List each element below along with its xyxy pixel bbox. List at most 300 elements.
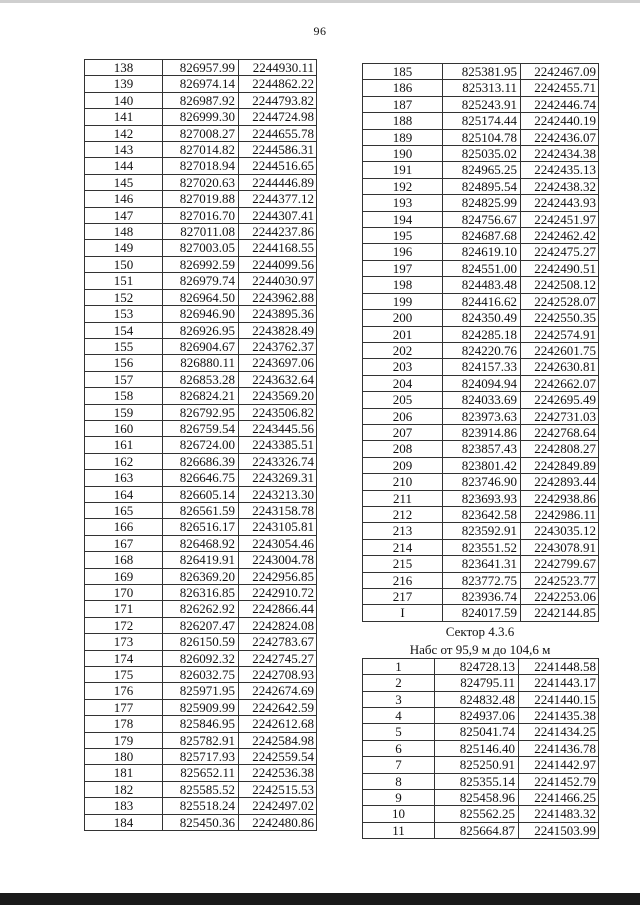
point-number-cell: 189 bbox=[363, 129, 443, 145]
y-coordinate-cell: 2244862.22 bbox=[239, 76, 317, 92]
x-coordinate-cell: 825971.95 bbox=[163, 683, 239, 699]
table-row bbox=[85, 798, 317, 814]
x-coordinate-cell: 827019.88 bbox=[163, 191, 239, 207]
y-coordinate-cell: 2243762.37 bbox=[239, 338, 317, 354]
x-coordinate-cell: 824937.06 bbox=[435, 708, 519, 724]
table-row bbox=[363, 228, 599, 244]
x-coordinate-cell: 826419.91 bbox=[163, 552, 239, 568]
x-coordinate-cell: 826926.95 bbox=[163, 322, 239, 338]
y-coordinate-cell: 2242938.86 bbox=[521, 490, 599, 506]
y-coordinate-cell: 2243506.82 bbox=[239, 404, 317, 420]
y-coordinate-cell: 2243004.78 bbox=[239, 552, 317, 568]
table-row bbox=[363, 195, 599, 211]
table-row bbox=[363, 96, 599, 112]
y-coordinate-cell: 2244237.86 bbox=[239, 224, 317, 240]
table-row bbox=[363, 539, 599, 555]
x-coordinate-cell: 823936.74 bbox=[443, 589, 521, 605]
point-number-cell: 9 bbox=[363, 790, 435, 806]
x-coordinate-cell: 824619.10 bbox=[443, 244, 521, 260]
point-number-cell: 200 bbox=[363, 310, 443, 326]
y-coordinate-cell: 2241435.38 bbox=[519, 708, 599, 724]
table-row bbox=[85, 109, 317, 125]
table-row bbox=[85, 667, 317, 683]
table-row bbox=[85, 60, 317, 76]
point-number-cell: 183 bbox=[85, 798, 163, 814]
scan-edge-top bbox=[0, 0, 640, 3]
point-number-cell: 188 bbox=[363, 113, 443, 129]
x-coordinate-cell: 827003.05 bbox=[163, 240, 239, 256]
left-coordinates-table bbox=[84, 59, 317, 831]
table-row bbox=[85, 568, 317, 584]
point-number-cell: 160 bbox=[85, 420, 163, 436]
y-coordinate-cell: 2242451.97 bbox=[521, 211, 599, 227]
table-row bbox=[85, 125, 317, 141]
x-coordinate-cell: 823551.52 bbox=[443, 539, 521, 555]
table-row bbox=[363, 441, 599, 457]
point-number-cell: 210 bbox=[363, 474, 443, 490]
table-row bbox=[85, 765, 317, 781]
table-row bbox=[363, 506, 599, 522]
point-number-cell: 165 bbox=[85, 502, 163, 518]
y-coordinate-cell: 2242475.27 bbox=[521, 244, 599, 260]
y-coordinate-cell: 2242144.85 bbox=[521, 605, 599, 621]
x-coordinate-cell: 826946.90 bbox=[163, 306, 239, 322]
y-coordinate-cell: 2242528.07 bbox=[521, 293, 599, 309]
y-coordinate-cell: 2242849.89 bbox=[521, 457, 599, 473]
y-coordinate-cell: 2242440.19 bbox=[521, 113, 599, 129]
y-coordinate-cell: 2242893.44 bbox=[521, 474, 599, 490]
x-coordinate-cell: 826904.67 bbox=[163, 338, 239, 354]
y-coordinate-cell: 2241440.15 bbox=[519, 691, 599, 707]
table-row bbox=[85, 601, 317, 617]
table-row bbox=[85, 240, 317, 256]
x-coordinate-cell: 825035.02 bbox=[443, 146, 521, 162]
table-row bbox=[85, 174, 317, 190]
x-coordinate-cell: 825313.11 bbox=[443, 80, 521, 96]
table-row bbox=[85, 683, 317, 699]
y-coordinate-cell: 2244930.11 bbox=[239, 60, 317, 76]
point-number-cell: 4 bbox=[363, 708, 435, 724]
table-row bbox=[85, 224, 317, 240]
x-coordinate-cell: 825174.44 bbox=[443, 113, 521, 129]
point-number-cell: 159 bbox=[85, 404, 163, 420]
x-coordinate-cell: 826207.47 bbox=[163, 617, 239, 633]
point-number-cell: 211 bbox=[363, 490, 443, 506]
left-coordinates-column bbox=[84, 59, 316, 831]
table-row bbox=[85, 650, 317, 666]
table-row bbox=[85, 814, 317, 830]
x-coordinate-cell: 827018.94 bbox=[163, 158, 239, 174]
x-coordinate-cell: 826369.20 bbox=[163, 568, 239, 584]
point-number-cell: 191 bbox=[363, 162, 443, 178]
y-coordinate-cell: 2244377.12 bbox=[239, 191, 317, 207]
y-coordinate-cell: 2242253.06 bbox=[521, 589, 599, 605]
point-number-cell: 167 bbox=[85, 535, 163, 551]
point-number-cell: 193 bbox=[363, 195, 443, 211]
y-coordinate-cell: 2243569.20 bbox=[239, 388, 317, 404]
x-coordinate-cell: 826316.85 bbox=[163, 585, 239, 601]
x-coordinate-cell: 825652.11 bbox=[163, 765, 239, 781]
y-coordinate-cell: 2241436.78 bbox=[519, 740, 599, 756]
x-coordinate-cell: 826516.17 bbox=[163, 519, 239, 535]
point-number-cell: 208 bbox=[363, 441, 443, 457]
point-number-cell: 168 bbox=[85, 552, 163, 568]
y-coordinate-cell: 2244030.97 bbox=[239, 273, 317, 289]
x-coordinate-cell: 826092.32 bbox=[163, 650, 239, 666]
point-number-cell: 163 bbox=[85, 470, 163, 486]
table-row bbox=[85, 486, 317, 502]
point-number-cell: 201 bbox=[363, 326, 443, 342]
table-row bbox=[85, 519, 317, 535]
point-number-cell: 171 bbox=[85, 601, 163, 617]
y-coordinate-cell: 2242799.67 bbox=[521, 556, 599, 572]
point-number-cell: 217 bbox=[363, 589, 443, 605]
table-row bbox=[363, 408, 599, 424]
point-number-cell: 187 bbox=[363, 96, 443, 112]
y-coordinate-cell: 2242467.09 bbox=[521, 64, 599, 80]
point-number-cell: 170 bbox=[85, 585, 163, 601]
point-number-cell: 180 bbox=[85, 749, 163, 765]
table-row bbox=[85, 256, 317, 272]
point-number-cell: 175 bbox=[85, 667, 163, 683]
y-coordinate-cell: 2241448.58 bbox=[519, 658, 599, 674]
y-coordinate-cell: 2242783.67 bbox=[239, 634, 317, 650]
table-row bbox=[85, 470, 317, 486]
y-coordinate-cell: 2242584.98 bbox=[239, 732, 317, 748]
table-row bbox=[363, 375, 599, 391]
table-row bbox=[363, 708, 599, 724]
table-row bbox=[363, 178, 599, 194]
point-number-cell: 181 bbox=[85, 765, 163, 781]
table-row bbox=[85, 749, 317, 765]
table-row bbox=[363, 790, 599, 806]
point-number-cell: 184 bbox=[85, 814, 163, 830]
table-row bbox=[363, 310, 599, 326]
point-number-cell: 204 bbox=[363, 375, 443, 391]
point-number-cell: 138 bbox=[85, 60, 163, 76]
table-row bbox=[363, 556, 599, 572]
y-coordinate-cell: 2243054.46 bbox=[239, 535, 317, 551]
point-number-cell: 206 bbox=[363, 408, 443, 424]
point-number-cell: 169 bbox=[85, 568, 163, 584]
x-coordinate-cell: 826032.75 bbox=[163, 667, 239, 683]
x-coordinate-cell: 827008.27 bbox=[163, 125, 239, 141]
table-row bbox=[363, 490, 599, 506]
table-row bbox=[363, 260, 599, 276]
y-coordinate-cell: 2242436.07 bbox=[521, 129, 599, 145]
x-coordinate-cell: 825909.99 bbox=[163, 699, 239, 715]
table-row bbox=[363, 342, 599, 358]
y-coordinate-cell: 2243035.12 bbox=[521, 523, 599, 539]
x-coordinate-cell: 824965.25 bbox=[443, 162, 521, 178]
y-coordinate-cell: 2242462.42 bbox=[521, 228, 599, 244]
x-coordinate-cell: 823746.90 bbox=[443, 474, 521, 490]
x-coordinate-cell: 824483.48 bbox=[443, 277, 521, 293]
y-coordinate-cell: 2242550.35 bbox=[521, 310, 599, 326]
point-number-cell: I bbox=[363, 605, 443, 621]
table-row bbox=[363, 211, 599, 227]
point-number-cell: 202 bbox=[363, 342, 443, 358]
point-number-cell: 144 bbox=[85, 158, 163, 174]
x-coordinate-cell: 826646.75 bbox=[163, 470, 239, 486]
x-coordinate-cell: 826999.30 bbox=[163, 109, 239, 125]
x-coordinate-cell: 823641.31 bbox=[443, 556, 521, 572]
point-number-cell: 149 bbox=[85, 240, 163, 256]
x-coordinate-cell: 825243.91 bbox=[443, 96, 521, 112]
x-coordinate-cell: 825250.91 bbox=[435, 757, 519, 773]
point-number-cell: 190 bbox=[363, 146, 443, 162]
y-coordinate-cell: 2242490.51 bbox=[521, 260, 599, 276]
point-number-cell: 192 bbox=[363, 178, 443, 194]
x-coordinate-cell: 826759.54 bbox=[163, 420, 239, 436]
table-row bbox=[85, 699, 317, 715]
table-row bbox=[85, 437, 317, 453]
x-coordinate-cell: 826853.28 bbox=[163, 371, 239, 387]
table-row bbox=[85, 142, 317, 158]
point-number-cell: 5 bbox=[363, 724, 435, 740]
table-row bbox=[363, 359, 599, 375]
point-number-cell: 179 bbox=[85, 732, 163, 748]
table-row bbox=[363, 326, 599, 342]
right-coordinates-column bbox=[362, 63, 598, 839]
point-number-cell: 197 bbox=[363, 260, 443, 276]
y-coordinate-cell: 2242434.38 bbox=[521, 146, 599, 162]
x-coordinate-cell: 827016.70 bbox=[163, 207, 239, 223]
y-coordinate-cell: 2243445.56 bbox=[239, 420, 317, 436]
page-number: 96 bbox=[313, 24, 327, 38]
y-coordinate-cell: 2242508.12 bbox=[521, 277, 599, 293]
x-coordinate-cell: 824094.94 bbox=[443, 375, 521, 391]
point-number-cell: 10 bbox=[363, 806, 435, 822]
x-coordinate-cell: 826987.92 bbox=[163, 92, 239, 108]
x-coordinate-cell: 825041.74 bbox=[435, 724, 519, 740]
y-coordinate-cell: 2241466.25 bbox=[519, 790, 599, 806]
x-coordinate-cell: 824017.59 bbox=[443, 605, 521, 621]
point-number-cell: 3 bbox=[363, 691, 435, 707]
point-number-cell: 182 bbox=[85, 781, 163, 797]
y-coordinate-cell: 2242986.11 bbox=[521, 506, 599, 522]
point-number-cell: 214 bbox=[363, 539, 443, 555]
y-coordinate-cell: 2242768.64 bbox=[521, 424, 599, 440]
table-row bbox=[85, 158, 317, 174]
point-number-cell: 164 bbox=[85, 486, 163, 502]
table-row bbox=[363, 691, 599, 707]
x-coordinate-cell: 825146.40 bbox=[435, 740, 519, 756]
y-coordinate-cell: 2242612.68 bbox=[239, 716, 317, 732]
x-coordinate-cell: 825450.36 bbox=[163, 814, 239, 830]
point-number-cell: 7 bbox=[363, 757, 435, 773]
x-coordinate-cell: 824033.69 bbox=[443, 392, 521, 408]
x-coordinate-cell: 824795.11 bbox=[435, 675, 519, 691]
x-coordinate-cell: 826979.74 bbox=[163, 273, 239, 289]
scan-edge-bottom bbox=[0, 893, 640, 905]
table-row bbox=[363, 64, 599, 80]
table-row bbox=[85, 404, 317, 420]
point-number-cell: 198 bbox=[363, 277, 443, 293]
table-row bbox=[363, 822, 599, 838]
point-number-cell: 143 bbox=[85, 142, 163, 158]
y-coordinate-cell: 2242956.85 bbox=[239, 568, 317, 584]
table-row bbox=[85, 207, 317, 223]
x-coordinate-cell: 826468.92 bbox=[163, 535, 239, 551]
table-row bbox=[85, 306, 317, 322]
table-row bbox=[363, 457, 599, 473]
point-number-cell: 158 bbox=[85, 388, 163, 404]
y-coordinate-cell: 2242910.72 bbox=[239, 585, 317, 601]
x-coordinate-cell: 823801.42 bbox=[443, 457, 521, 473]
point-number-cell: 203 bbox=[363, 359, 443, 375]
table-row bbox=[363, 523, 599, 539]
point-number-cell: 176 bbox=[85, 683, 163, 699]
y-coordinate-cell: 2242731.03 bbox=[521, 408, 599, 424]
point-number-cell: 194 bbox=[363, 211, 443, 227]
x-coordinate-cell: 825518.24 bbox=[163, 798, 239, 814]
right-coordinates-table bbox=[362, 63, 599, 622]
point-number-cell: 141 bbox=[85, 109, 163, 125]
y-coordinate-cell: 2242443.93 bbox=[521, 195, 599, 211]
x-coordinate-cell: 826792.95 bbox=[163, 404, 239, 420]
x-coordinate-cell: 823693.93 bbox=[443, 490, 521, 506]
point-number-cell: 146 bbox=[85, 191, 163, 207]
x-coordinate-cell: 825717.93 bbox=[163, 749, 239, 765]
y-coordinate-cell: 2242642.59 bbox=[239, 699, 317, 715]
table-row bbox=[363, 474, 599, 490]
x-coordinate-cell: 826824.21 bbox=[163, 388, 239, 404]
table-row bbox=[363, 392, 599, 408]
point-number-cell: 140 bbox=[85, 92, 163, 108]
table-row bbox=[85, 585, 317, 601]
point-number-cell: 6 bbox=[363, 740, 435, 756]
y-coordinate-cell: 2242601.75 bbox=[521, 342, 599, 358]
y-coordinate-cell: 2242536.38 bbox=[239, 765, 317, 781]
y-coordinate-cell: 2244099.56 bbox=[239, 256, 317, 272]
point-number-cell: 212 bbox=[363, 506, 443, 522]
y-coordinate-cell: 2242515.53 bbox=[239, 781, 317, 797]
y-coordinate-cell: 2244516.65 bbox=[239, 158, 317, 174]
x-coordinate-cell: 824350.49 bbox=[443, 310, 521, 326]
y-coordinate-cell: 2242866.44 bbox=[239, 601, 317, 617]
x-coordinate-cell: 824687.68 bbox=[443, 228, 521, 244]
table-row bbox=[363, 80, 599, 96]
table-row bbox=[363, 146, 599, 162]
point-number-cell: 195 bbox=[363, 228, 443, 244]
x-coordinate-cell: 823857.43 bbox=[443, 441, 521, 457]
point-number-cell: 216 bbox=[363, 572, 443, 588]
x-coordinate-cell: 823642.58 bbox=[443, 506, 521, 522]
table-row bbox=[363, 724, 599, 740]
y-coordinate-cell: 2242574.91 bbox=[521, 326, 599, 342]
x-coordinate-cell: 825381.95 bbox=[443, 64, 521, 80]
y-coordinate-cell: 2243269.31 bbox=[239, 470, 317, 486]
table-row bbox=[85, 388, 317, 404]
table-row bbox=[85, 338, 317, 354]
y-coordinate-cell: 2242497.02 bbox=[239, 798, 317, 814]
y-coordinate-cell: 2242630.81 bbox=[521, 359, 599, 375]
table-row bbox=[85, 716, 317, 732]
y-coordinate-cell: 2242695.49 bbox=[521, 392, 599, 408]
point-number-cell: 142 bbox=[85, 125, 163, 141]
table-row bbox=[363, 658, 599, 674]
table-row bbox=[85, 634, 317, 650]
x-coordinate-cell: 823772.75 bbox=[443, 572, 521, 588]
table-row bbox=[363, 293, 599, 309]
point-number-cell: 156 bbox=[85, 355, 163, 371]
point-number-cell: 153 bbox=[85, 306, 163, 322]
table-row bbox=[363, 277, 599, 293]
point-number-cell: 177 bbox=[85, 699, 163, 715]
point-number-cell: 207 bbox=[363, 424, 443, 440]
table-row bbox=[85, 371, 317, 387]
point-number-cell: 205 bbox=[363, 392, 443, 408]
x-coordinate-cell: 826561.59 bbox=[163, 502, 239, 518]
x-coordinate-cell: 826974.14 bbox=[163, 76, 239, 92]
point-number-cell: 150 bbox=[85, 256, 163, 272]
table-row bbox=[85, 191, 317, 207]
point-number-cell: 152 bbox=[85, 289, 163, 305]
point-number-cell: 186 bbox=[363, 80, 443, 96]
x-coordinate-cell: 824416.62 bbox=[443, 293, 521, 309]
table-row bbox=[363, 773, 599, 789]
table-row bbox=[363, 589, 599, 605]
y-coordinate-cell: 2244586.31 bbox=[239, 142, 317, 158]
y-coordinate-cell: 2242435.13 bbox=[521, 162, 599, 178]
table-row bbox=[85, 289, 317, 305]
point-number-cell: 162 bbox=[85, 453, 163, 469]
y-coordinate-cell: 2241483.32 bbox=[519, 806, 599, 822]
y-coordinate-cell: 2244307.41 bbox=[239, 207, 317, 223]
y-coordinate-cell: 2243632.64 bbox=[239, 371, 317, 387]
point-number-cell: 213 bbox=[363, 523, 443, 539]
sector-coordinates-table bbox=[362, 658, 599, 839]
table-row bbox=[363, 113, 599, 129]
point-number-cell: 145 bbox=[85, 174, 163, 190]
x-coordinate-cell: 824157.33 bbox=[443, 359, 521, 375]
y-coordinate-cell: 2244168.55 bbox=[239, 240, 317, 256]
x-coordinate-cell: 826724.00 bbox=[163, 437, 239, 453]
point-number-cell: 209 bbox=[363, 457, 443, 473]
y-coordinate-cell: 2243213.30 bbox=[239, 486, 317, 502]
y-coordinate-cell: 2242674.69 bbox=[239, 683, 317, 699]
point-number-cell: 139 bbox=[85, 76, 163, 92]
x-coordinate-cell: 825664.87 bbox=[435, 822, 519, 838]
point-number-cell: 196 bbox=[363, 244, 443, 260]
x-coordinate-cell: 824551.00 bbox=[443, 260, 521, 276]
table-row bbox=[85, 781, 317, 797]
x-coordinate-cell: 823973.63 bbox=[443, 408, 521, 424]
point-number-cell: 1 bbox=[363, 658, 435, 674]
x-coordinate-cell: 823592.91 bbox=[443, 523, 521, 539]
point-number-cell: 161 bbox=[85, 437, 163, 453]
table-row bbox=[363, 605, 599, 621]
point-number-cell: 11 bbox=[363, 822, 435, 838]
y-coordinate-cell: 2241434.25 bbox=[519, 724, 599, 740]
y-coordinate-cell: 2243385.51 bbox=[239, 437, 317, 453]
y-coordinate-cell: 2242438.32 bbox=[521, 178, 599, 194]
x-coordinate-cell: 824825.99 bbox=[443, 195, 521, 211]
y-coordinate-cell: 2242480.86 bbox=[239, 814, 317, 830]
y-coordinate-cell: 2242559.54 bbox=[239, 749, 317, 765]
y-coordinate-cell: 2243158.78 bbox=[239, 502, 317, 518]
x-coordinate-cell: 825355.14 bbox=[435, 773, 519, 789]
table-row bbox=[85, 92, 317, 108]
table-row bbox=[363, 162, 599, 178]
point-number-cell: 173 bbox=[85, 634, 163, 650]
x-coordinate-cell: 825104.78 bbox=[443, 129, 521, 145]
point-number-cell: 199 bbox=[363, 293, 443, 309]
point-number-cell: 148 bbox=[85, 224, 163, 240]
table-row bbox=[363, 244, 599, 260]
right-coordinates-body bbox=[363, 64, 599, 622]
